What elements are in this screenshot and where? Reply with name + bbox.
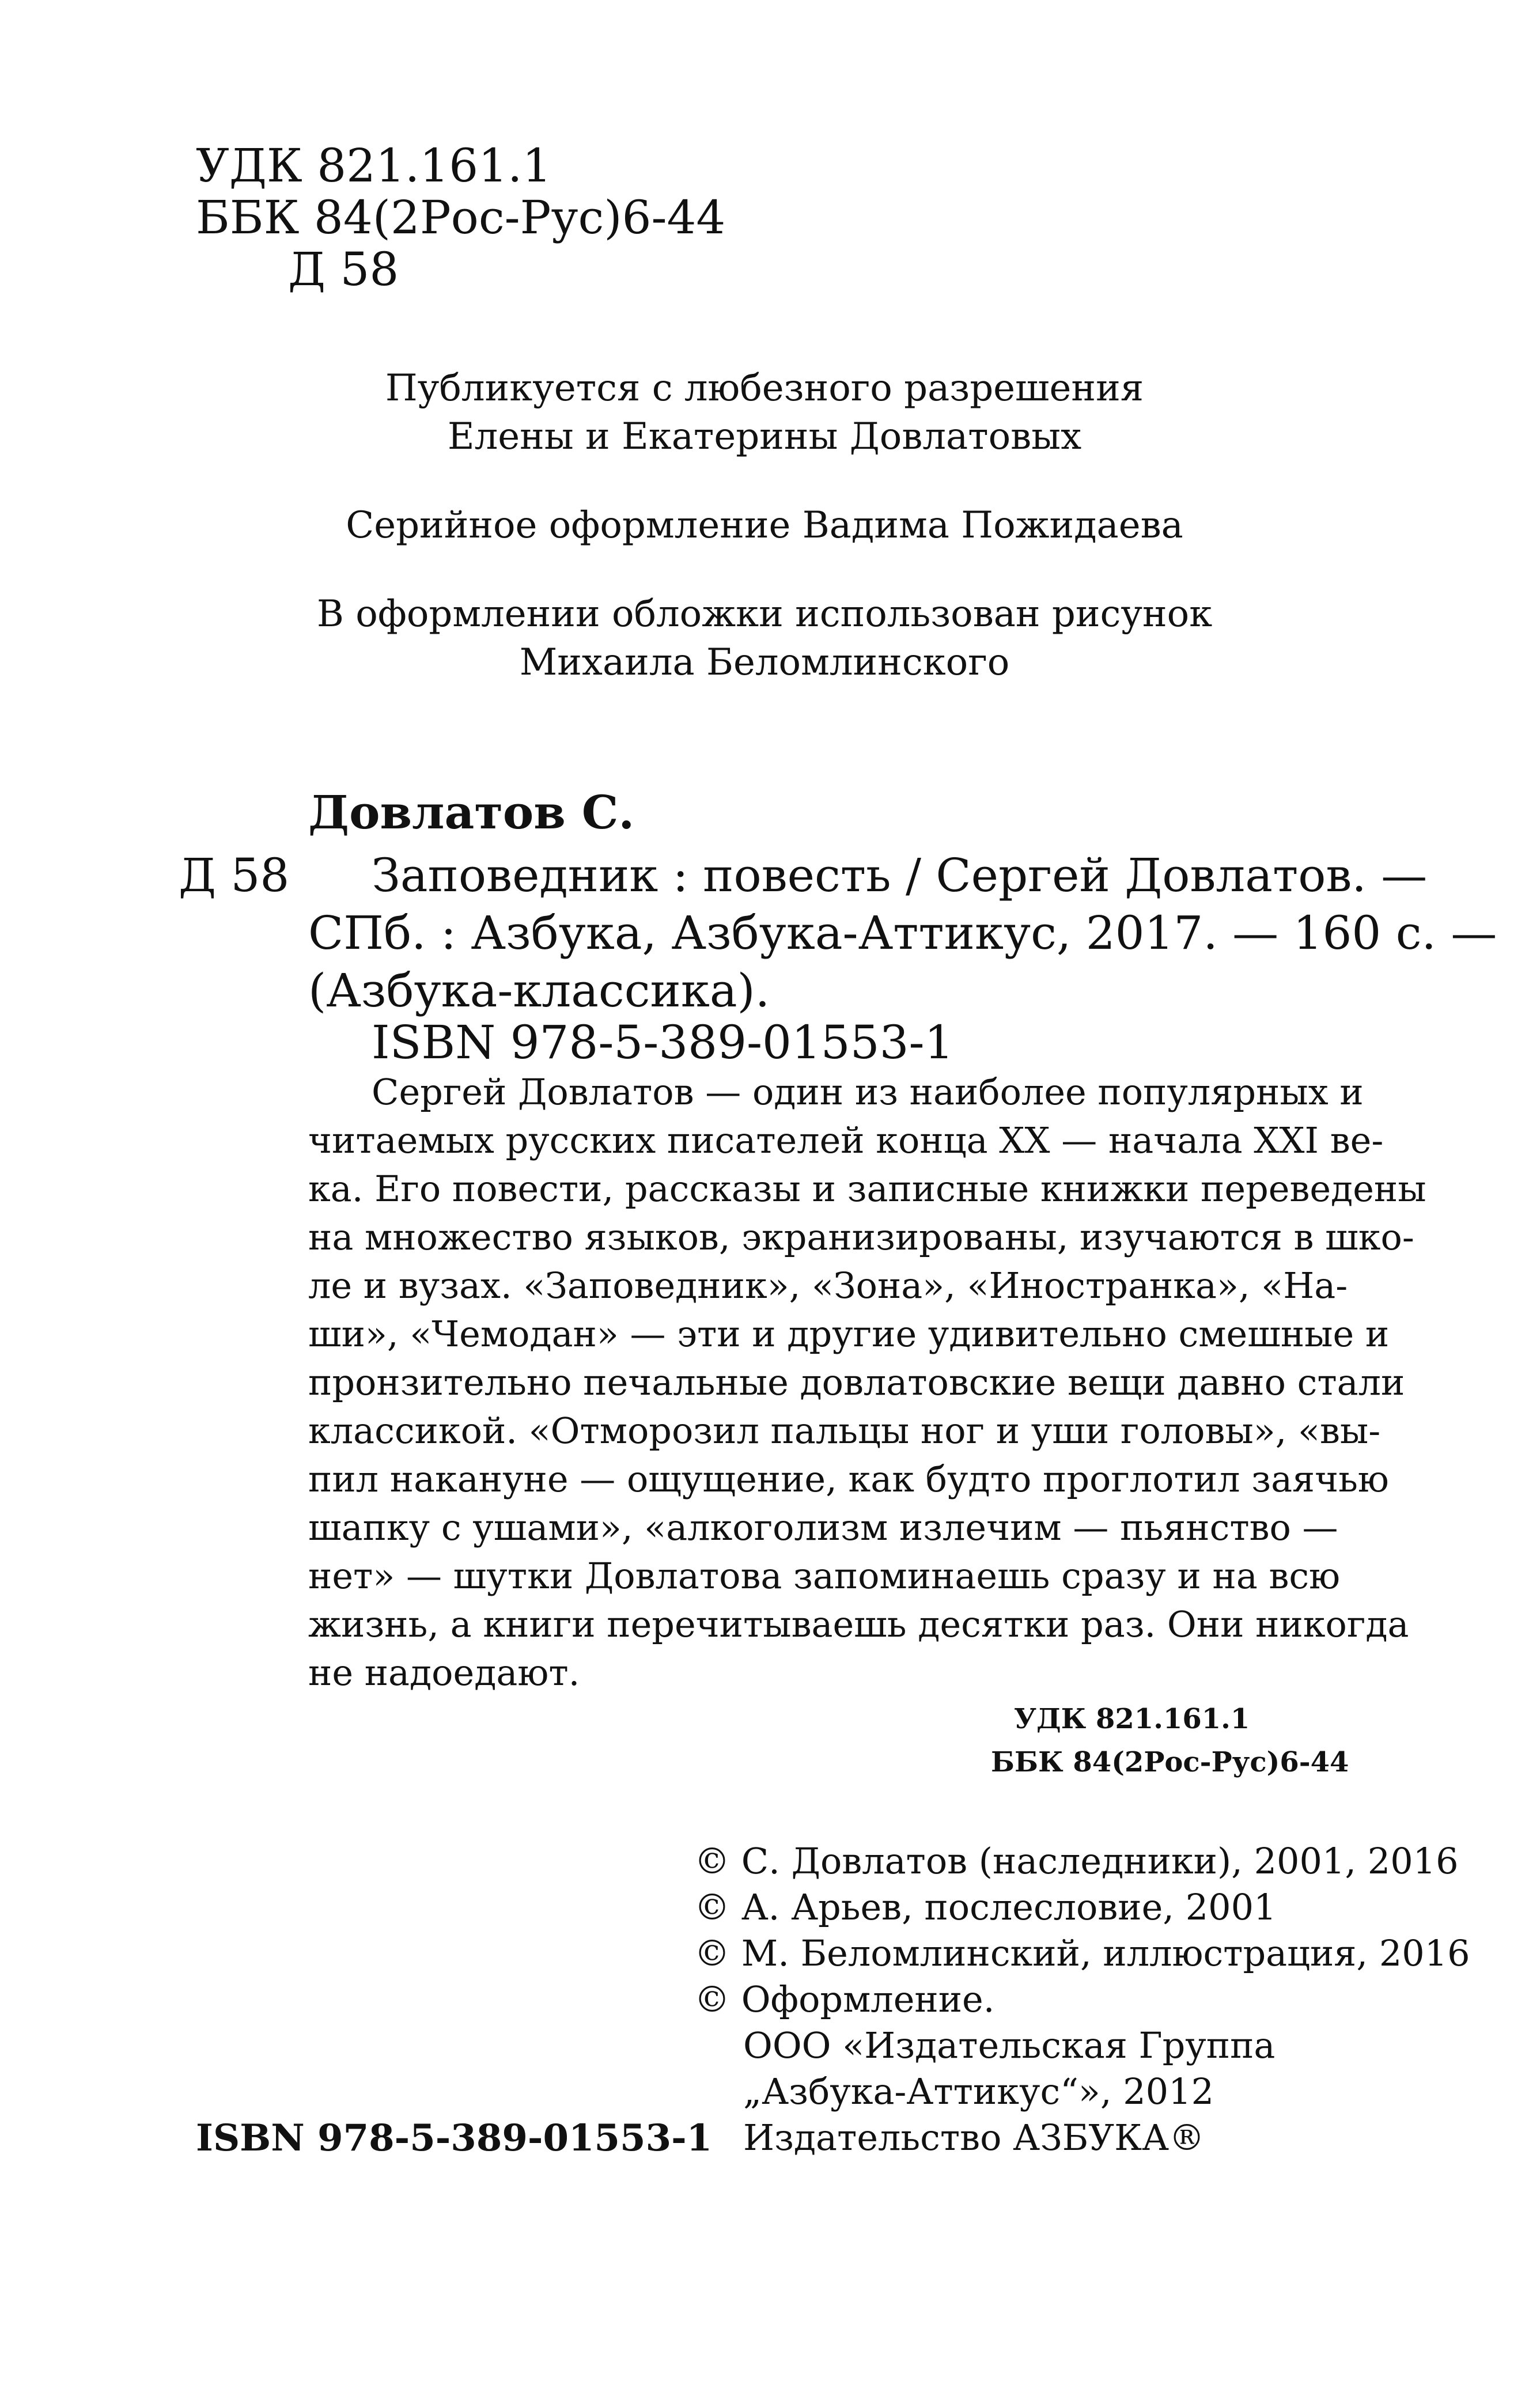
annotation-line: на множество языков, экранизированы, изучаются в шко- bbox=[308, 1216, 1414, 1258]
copyright-line: © М. Беломлинский, иллюстрация, 2016 bbox=[694, 1932, 1470, 1974]
record-isbn-line: ISBN 978-5-389-01553-1 bbox=[372, 1016, 954, 1069]
publisher-line: „Азбука-Аттикус“», 2012 bbox=[743, 2070, 1214, 2112]
series-design-credit: Серийное оформление Вадима Пожидаева bbox=[346, 504, 1183, 547]
annotation-line: нет» — шутки Довлатова запоминаешь сразу и на всю bbox=[308, 1555, 1341, 1597]
copyright-line: © А. Арьев, послесловие, 2001 bbox=[694, 1886, 1277, 1928]
record-title-line: Заповедник : повесть / Сергей Довлатов. — bbox=[372, 849, 1428, 902]
record-author-mark: Д 58 bbox=[179, 849, 290, 902]
copyright-line: © С. Довлатов (наследники), 2001, 2016 bbox=[694, 1840, 1459, 1882]
publisher-line: Издательство АЗБУКА® bbox=[743, 2117, 1205, 2159]
udk-code: УДК 821.161.1 bbox=[196, 139, 552, 192]
annotation-line: классикой. «Отморозил пальцы ног и уши головы», «вы- bbox=[308, 1410, 1381, 1452]
record-imprint-line: СПб. : Азбука, Азбука-Аттикус, 2017. — 160 с. — bbox=[308, 906, 1497, 960]
annotation-line: не надоедают. bbox=[308, 1652, 580, 1694]
annotation-line: ле и вузах. «Заповедник», «Зона», «Иностранка», «На- bbox=[308, 1264, 1348, 1307]
publisher-line: ООО «Издательская Группа bbox=[743, 2024, 1276, 2066]
annotation-line: читаемых русских писателей конца XX — начала XXI ве- bbox=[308, 1119, 1384, 1161]
copyright-line: © Оформление. bbox=[694, 1978, 995, 2020]
annotation-line: пронзительно печальные довлатовские вещи давно стали bbox=[308, 1361, 1405, 1403]
annotation-line: шапку с ушами», «алкоголизм излечим — пьянство — bbox=[308, 1506, 1338, 1548]
isbn-bottom: ISBN 978-5-389-01553-1 bbox=[196, 2117, 713, 2160]
bbk-code: ББК 84(2Рос-Рус)6-44 bbox=[196, 191, 726, 244]
permission-line-2: Елены и Екатерины Довлатовых bbox=[447, 415, 1082, 458]
author-mark: Д 58 bbox=[288, 243, 399, 296]
cover-art-line-2: Михаила Беломлинского bbox=[519, 641, 1010, 684]
record-series-line: (Азбука-классика). bbox=[308, 964, 770, 1017]
annotation-line: Сергей Довлатов — один из наиболее популярных и bbox=[372, 1071, 1364, 1113]
udk-code-small: УДК 821.161.1 bbox=[1014, 1703, 1250, 1735]
cover-art-line-1: В оформлении обложки использован рисунок bbox=[316, 593, 1213, 635]
annotation-line: ка. Его повести, рассказы и записные книжки переведены bbox=[308, 1168, 1426, 1210]
permission-line-1: Публикуется с любезного разрешения bbox=[385, 367, 1144, 410]
bbk-code-small: ББК 84(2Рос-Рус)6-44 bbox=[991, 1746, 1349, 1778]
annotation-line: ши», «Чемодан» — эти и другие удивительно смешные и bbox=[308, 1313, 1390, 1355]
record-author: Довлатов С. bbox=[308, 785, 635, 839]
annotation-line: пил накануне — ощущение, как будто проглотил заячью bbox=[308, 1458, 1389, 1500]
annotation-line: жизнь, а книги перечитываешь десятки раз. Они никогда bbox=[308, 1603, 1409, 1645]
